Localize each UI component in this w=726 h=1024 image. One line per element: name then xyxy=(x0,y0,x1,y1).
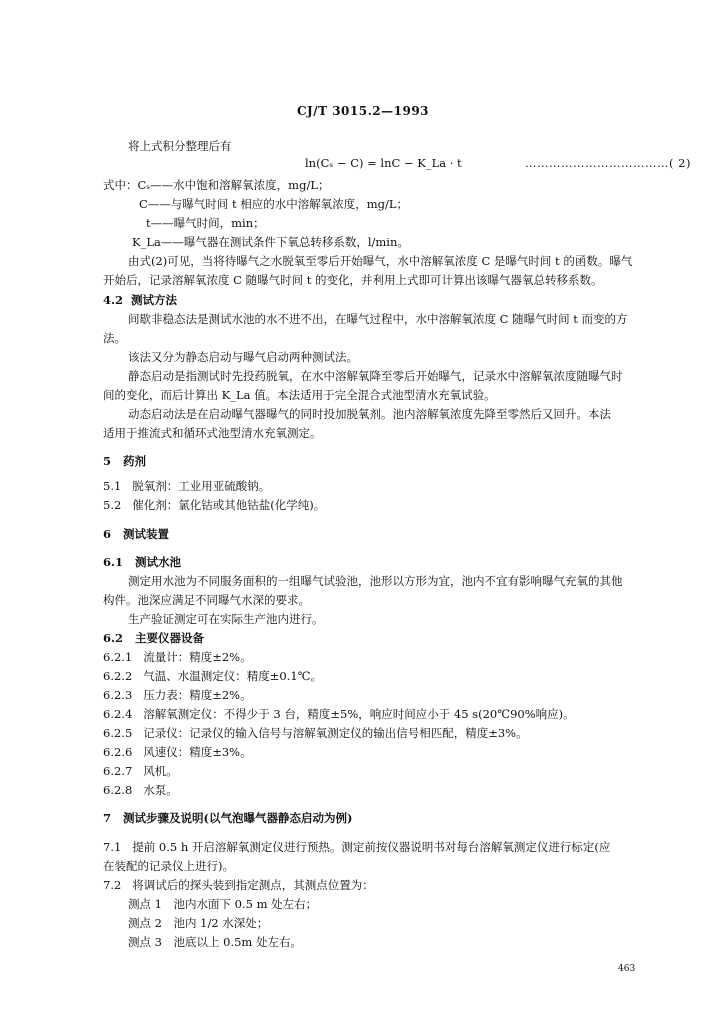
paragraph-line: 构件。池深应满足不同曝气水深的要求。 xyxy=(103,593,310,607)
section-heading-6-1 xyxy=(103,553,181,571)
item-text: 气温、水温测定仪：精度±0.1℃。 xyxy=(143,669,323,683)
item-text: 风机。 xyxy=(143,764,178,778)
item-text: 脱氧剂：工业用亚硫酸钠。 xyxy=(132,479,271,493)
item-text: 流量计：精度±2%。 xyxy=(143,650,252,664)
definition-line: t——曝气时间，min； xyxy=(146,216,265,230)
item-number: 6.2.5 xyxy=(103,726,133,740)
section-heading-7 xyxy=(103,809,352,827)
page-number: 463 xyxy=(618,964,636,974)
equation-number: ………………………………( 2) xyxy=(525,156,691,170)
item-number: 6.2.2 xyxy=(103,669,133,683)
list-item xyxy=(103,876,374,894)
paragraph-line: 测定用水池为不同服务面积的一组曝气试验池，池形以方形为宜，池内不宜有影响曝气充氧的其他 xyxy=(128,574,623,588)
section-number: 6.1 xyxy=(103,555,124,569)
measurement-point: 测点 1 池内水面下 0.5 m 处左右； xyxy=(128,897,318,911)
paragraph-line: 静态启动是指测试时先投药脱氧，在水中溶解氧降至零后开始曝气，记录水中溶解氧浓度随曝气时 xyxy=(128,369,623,383)
list-item xyxy=(103,477,270,495)
section-heading-4-2 xyxy=(103,291,177,309)
section-number: 6 xyxy=(103,527,112,541)
paragraph-line: 间歇非稳态法是测试水池的水不进不出，在曝气过程中，水中溶解氧浓度 C 随曝气时间 t 而变的方 xyxy=(128,312,628,326)
item-number: 5.2 xyxy=(103,498,122,512)
item-number: 6.2.4 xyxy=(103,707,133,721)
item-number: 5.1 xyxy=(103,479,122,493)
paragraph-line: 适用于推流式和循环式池型清水充氧测定。 xyxy=(103,426,322,440)
paragraph-line: 该法又分为静态启动与曝气启动两种测试法。 xyxy=(128,350,358,364)
item-number: 6.2.8 xyxy=(103,783,133,797)
list-item xyxy=(103,743,252,761)
item-number: 7.2 xyxy=(103,878,122,892)
measurement-point: 测点 3 池底以上 0.5m 处左右。 xyxy=(128,935,302,949)
definition-line: C——与曝气时间 t 相应的水中溶解氧浓度，mg/L； xyxy=(139,197,409,211)
item-number: 6.2.6 xyxy=(103,745,133,759)
item-text: 提前 0.5 h 开启溶解氧测定仪进行预热。测定前按仪器说明书对每台溶解氧测定仪进行标定(应 xyxy=(132,840,611,854)
item-text: 压力表：精度±2%。 xyxy=(143,688,252,702)
list-item xyxy=(103,781,178,799)
item-text: 记录仪：记录仪的输入信号与溶解氧测定仪的输出信号相匹配，精度±3%。 xyxy=(143,726,528,740)
section-heading-6-2 xyxy=(103,629,204,647)
list-item xyxy=(103,496,325,514)
paragraph-line: 生产验证测定可在实际生产池内进行。 xyxy=(128,612,324,626)
section-number: 7 xyxy=(103,811,112,825)
section-number: 5 xyxy=(103,454,112,468)
equation: ln(Cₛ − C) = lnC − K_La · t xyxy=(305,156,462,170)
definition-line: K_La——曝气器在测试条件下氧总转移系数，l/min。 xyxy=(132,235,409,249)
list-item xyxy=(103,667,322,685)
section-number: 6.2 xyxy=(103,631,124,645)
list-item xyxy=(103,724,528,742)
list-item xyxy=(103,705,575,723)
item-text: 催化剂：氯化钴或其他钴盐(化学纯)。 xyxy=(132,498,326,512)
paragraph-line: 法。 xyxy=(103,331,126,345)
item-text: 风速仪：精度±3%。 xyxy=(143,745,252,759)
paragraph-line: 开始后，记录溶解氧浓度 C 随曝气时间 t 的变化，并利用上式即可计算出该曝气器氧总转移系数。 xyxy=(103,273,603,287)
section-title: 主要仪器设备 xyxy=(135,631,205,645)
measurement-point: 测点 2 池内 1/2 水深处； xyxy=(128,916,269,930)
section-title: 药剂 xyxy=(123,454,147,468)
paragraph-line: 由式(2)可见，当将待曝气之水脱氧至零后开始曝气，水中溶解氧浓度 C 是曝气时间 t 的函数。曝气 xyxy=(128,254,633,268)
list-item xyxy=(103,762,178,780)
definition-line: 式中：Cₛ——水中饱和溶解氧浓度，mg/L； xyxy=(103,178,330,192)
intro-text: 将上式积分整理后有 xyxy=(128,139,232,153)
page-header: CJ/T 3015.2—1993 xyxy=(296,104,430,118)
list-item xyxy=(103,648,252,666)
item-number: 7.1 xyxy=(103,840,122,854)
section-title: 测试装置 xyxy=(123,527,170,541)
section-title: 测试步骤及说明(以气泡曝气器静态启动为例) xyxy=(123,811,353,825)
item-number: 6.2.7 xyxy=(103,764,133,778)
item-number: 6.2.1 xyxy=(103,650,133,664)
section-title: 测试方法 xyxy=(131,293,178,307)
list-item xyxy=(103,686,252,704)
item-text: 将调试后的探头装到指定测点，其测点位置为： xyxy=(132,878,374,892)
paragraph-line: 动态启动法是在启动曝气器曝气的同时投加脱氧剂。池内溶解氧浓度先降至零然后又回升。本法 xyxy=(128,407,611,421)
item-text: 水泵。 xyxy=(143,783,178,797)
list-item xyxy=(103,838,610,856)
section-title: 测试水池 xyxy=(135,555,182,569)
section-number: 4.2 xyxy=(103,293,124,307)
paragraph-line: 在装配的记录仪上进行)。 xyxy=(103,859,234,873)
paragraph-line: 间的变化，而后计算出 K_La 值。本法适用于完全混合式池型清水充氧试验。 xyxy=(103,388,496,402)
item-text: 溶解氧测定仪：不得少于 3 台，精度±5%，响应时间应小于 45 s(20℃90%响应)。 xyxy=(143,707,575,721)
item-number: 6.2.3 xyxy=(103,688,133,702)
section-heading-5 xyxy=(103,452,146,470)
section-heading-6 xyxy=(103,525,169,543)
